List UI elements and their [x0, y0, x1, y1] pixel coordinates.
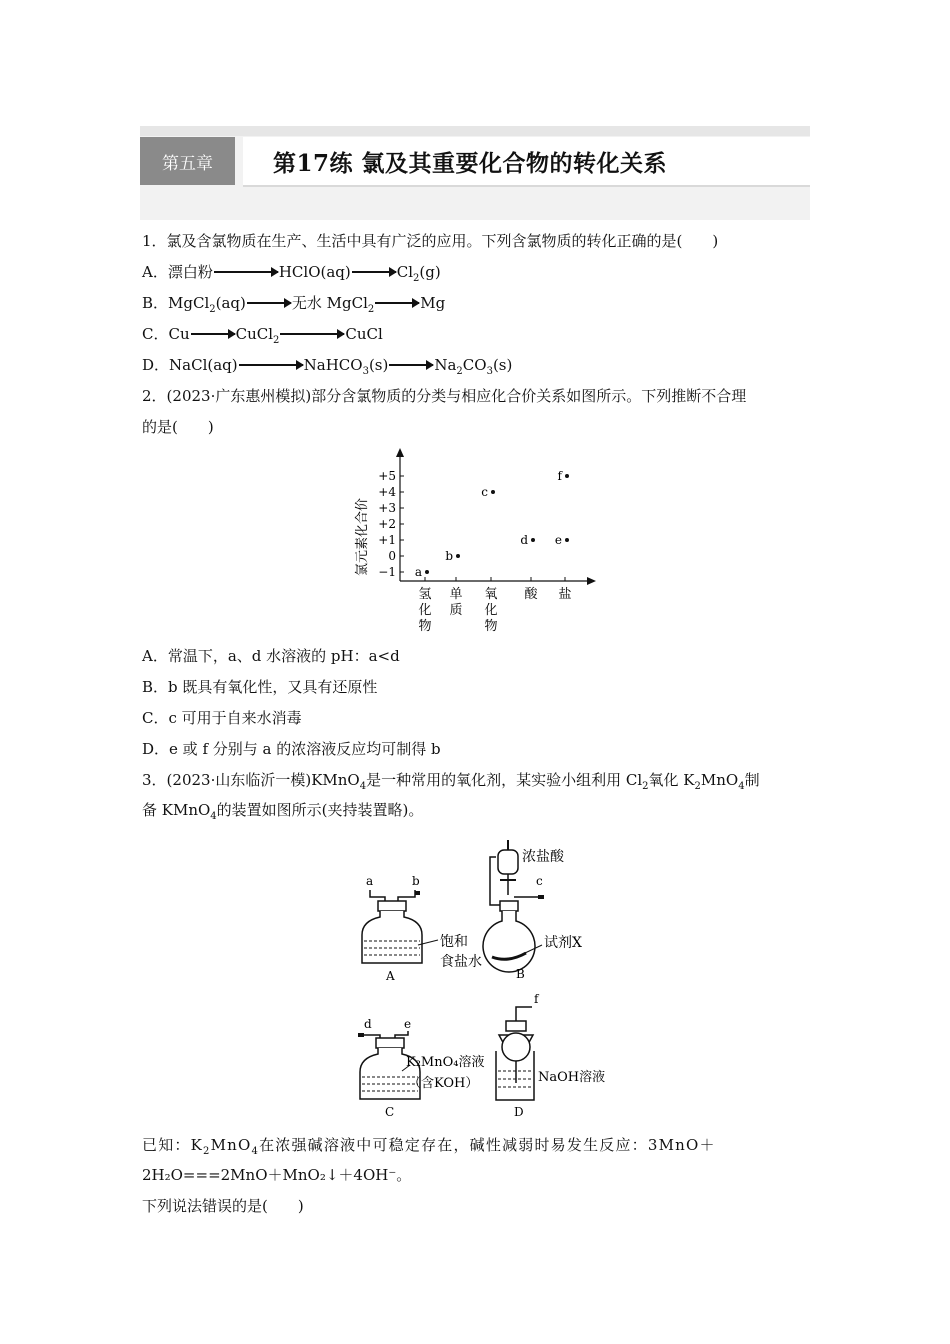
b-reagent-label: 试剂X [544, 935, 582, 951]
q1-option-a: A．漂白粉 HClO(aq) $Cl_2(g)$ [142, 263, 441, 284]
q2-stem-2: 的是( ) [142, 418, 214, 436]
q2-stem-1: 2．(2023·广东惠州模拟)部分含氯物质的分类与相应化合价关系如图所示。下列推断不合理 [142, 387, 747, 405]
y-axis-arrow [396, 448, 404, 457]
x-categories [418, 577, 571, 634]
port-d-label: d [364, 1017, 372, 1031]
x-category-label: 氧化物 [484, 587, 498, 634]
x-axis-arrow [587, 577, 596, 585]
port-b-label: b [412, 874, 420, 888]
point-label-d: d [520, 533, 528, 547]
c-label: C [385, 1105, 395, 1119]
apparatus-diagram [350, 835, 630, 1125]
point-label-f: f [557, 469, 562, 483]
point-label-a: a [414, 565, 422, 579]
y-tick-label: +3 [378, 501, 396, 515]
point-d [531, 538, 535, 542]
point-label-b: b [445, 549, 453, 563]
port-c-label: c [536, 874, 543, 888]
point-c [491, 490, 495, 494]
a-liquid-label-2: 食盐水 [440, 954, 482, 970]
apparatus-d [496, 992, 605, 1119]
x-category-label: 盐 [558, 587, 572, 602]
d-liquid-label: NaOH溶液 [538, 1070, 606, 1085]
q3-stem-1: 3．(2023·山东临沂一模)KMnO$_4$是一种常用的氧化剂，某实验小组利用 $Cl_2$氧化 $K_2MnO_4$制 [142, 771, 760, 792]
point-e [565, 538, 569, 542]
y-tick-label: +5 [378, 469, 396, 483]
header-topline [140, 126, 810, 136]
q3-known-1: 已知：$K_2MnO_4$在浓强碱溶液中可稳定存在，碱性减弱时易发生反应：3MnO＋ [142, 1136, 716, 1157]
q2-option-a: A．常温下，a、d 水溶液的 pH：a<d [142, 647, 400, 665]
x-category-label: 单质 [449, 587, 463, 618]
c-liquid-label: K₂MnO₄溶液 [406, 1055, 485, 1070]
a-liquid-label: 饱和 [440, 934, 468, 950]
x-category-label: 氢化物 [418, 587, 432, 634]
q1-stem: 1．氯及含氯物质在生产、生活中具有广泛的应用。下列含氯物质的转化正确的是( ) [142, 232, 719, 250]
point-label-e: e [554, 533, 562, 547]
q1-option-c: C．Cu CuCl$_2$ CuCl [142, 325, 383, 346]
y-tick-label: +4 [378, 485, 396, 499]
q1-option-b: B．MgCl$_2$(aq) 无水 MgCl$_2$ Mg [142, 294, 446, 315]
q3-ask: 下列说法错误的是( ) [142, 1197, 304, 1215]
x-category-label: 酸 [524, 587, 538, 602]
data-points [415, 469, 569, 579]
b-label: B [516, 967, 525, 981]
q3-known-2: 2H₂O===2MnO＋MnO₂↓＋4OH⁻。 [142, 1166, 412, 1184]
apparatus-c [358, 1017, 484, 1119]
y-tick-label: +2 [378, 517, 396, 531]
q2-option-b: B．b 既具有氧化性，又具有还原性 [142, 678, 378, 696]
port-e-label: e [404, 1017, 412, 1031]
point-label-c: c [481, 485, 488, 499]
chart-y-label: 氯元素化合价 [355, 497, 370, 577]
page-title: 第17练 氯及其重要化合物的转化关系 [273, 150, 668, 177]
apparatus-b [483, 840, 582, 981]
q3-stem-2: 备 KMnO$_4$的装置如图所示(夹持装置略)。 [142, 801, 424, 822]
valence-chart [350, 445, 610, 635]
point-b [456, 554, 460, 558]
y-tick-label: +1 [378, 533, 396, 547]
apparatus-a [362, 874, 482, 983]
b-acid-label: 浓盐酸 [522, 849, 564, 865]
q2-option-d: D．e 或 f 分别与 a 的浓溶液反应均可制得 b [142, 740, 441, 758]
c-liquid-label-2: （含KOH） [408, 1076, 479, 1091]
point-f [565, 474, 569, 478]
port-a-label: a [366, 874, 374, 888]
a-label: A [386, 969, 395, 983]
q1-option-d: D．NaCl(aq) NaHCO$_3$(s) $Na_2CO_3(s)$ [142, 356, 513, 377]
point-a [425, 570, 429, 574]
d-label: D [514, 1105, 524, 1119]
chapter-label: 第五章 [140, 137, 235, 185]
y-tick-label: 0 [388, 549, 396, 563]
port-f-label: f [534, 992, 539, 1006]
y-tick-label: −1 [378, 565, 396, 579]
q2-option-c: C．c 可用于自来水消毒 [142, 709, 302, 727]
